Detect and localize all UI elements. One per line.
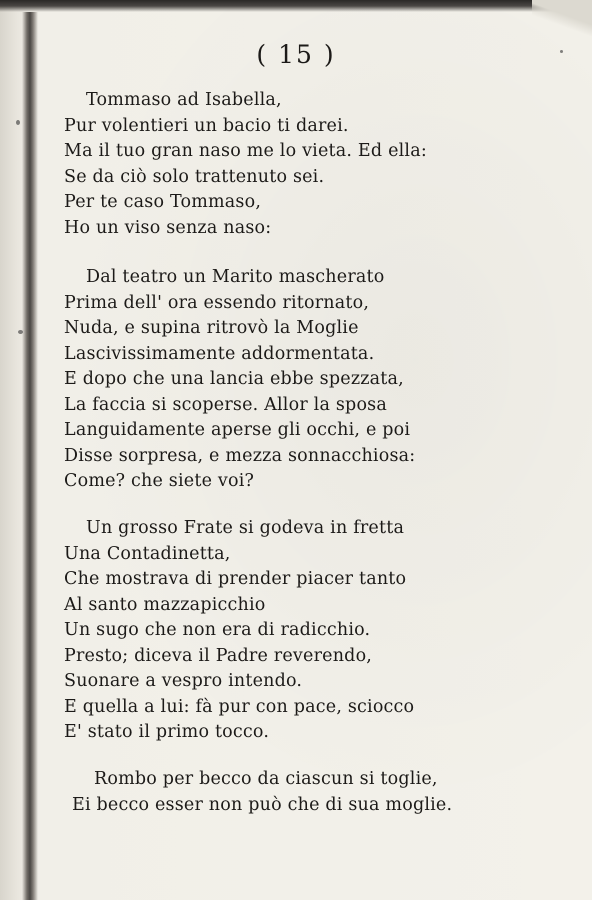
poem-line: Un grosso Frate si godeva in fretta bbox=[86, 518, 405, 538]
epigram-stanza bbox=[64, 265, 564, 495]
poem-line: Un sugo che non era di radicchio. bbox=[64, 620, 371, 640]
poem-line: Suonare a vespro intendo. bbox=[64, 671, 303, 691]
poem-line: Se da ciò solo trattenuto sei. bbox=[64, 166, 325, 187]
epigram-stanza bbox=[64, 88, 564, 241]
poem-line: Lascivissimamente addormentata. bbox=[64, 343, 375, 364]
poem-line: Come? che siete voi? bbox=[64, 471, 255, 491]
poem-line: Per te caso Tommaso, bbox=[64, 192, 262, 212]
epigram-stanza bbox=[64, 516, 564, 746]
poem-line: E dopo che una lancia ebbe spezzata, bbox=[64, 369, 404, 389]
poem-line: Presto; diceva il Padre reverendo, bbox=[64, 645, 373, 666]
poem-line: Ma il tuo gran naso me lo vieta. Ed ella: bbox=[64, 141, 427, 161]
book-spine-shadow bbox=[22, 12, 38, 900]
poem-line: Rombo per becco da ciascun si toglie, bbox=[94, 769, 438, 789]
poem-line: E' stato il primo tocco. bbox=[64, 722, 270, 742]
ink-speck bbox=[560, 50, 563, 53]
page-top-edge bbox=[0, 0, 592, 12]
poem-line: La faccia si scoperse. Allor la sposa bbox=[64, 394, 387, 415]
epigram-stanza bbox=[72, 767, 572, 818]
poem-line: Ho un viso senza naso: bbox=[64, 217, 272, 238]
poem-line: Dal teatro un Marito mascherato bbox=[86, 267, 385, 287]
ink-speck bbox=[16, 120, 20, 125]
poem-line: Prima dell' ora essendo ritornato, bbox=[64, 292, 370, 313]
poem-line: Pur volentieri un bacio ti darei. bbox=[64, 115, 349, 136]
poem-line: E quella a lui: fà pur con pace, sciocco bbox=[64, 696, 415, 717]
poem-line: Tommaso ad Isabella, bbox=[86, 90, 282, 110]
page-corner bbox=[532, 0, 592, 40]
poem-line: Che mostrava di prender piacer tanto bbox=[64, 569, 407, 589]
page-number: ( 15 ) bbox=[256, 40, 336, 69]
ink-speck bbox=[18, 330, 23, 334]
poem-line: Al santo mazzapicchio bbox=[64, 594, 266, 615]
poem-line: Nuda, e supina ritrovò la Moglie bbox=[64, 318, 359, 338]
poem-line: Una Contadinetta, bbox=[64, 543, 231, 564]
poem-line: Ei becco esser non può che di sua moglie. bbox=[72, 794, 453, 815]
poem-line: Languidamente aperse gli occhi, e poi bbox=[64, 420, 411, 440]
poem-line: Disse sorpresa, e mezza sonnacchiosa: bbox=[64, 445, 416, 466]
